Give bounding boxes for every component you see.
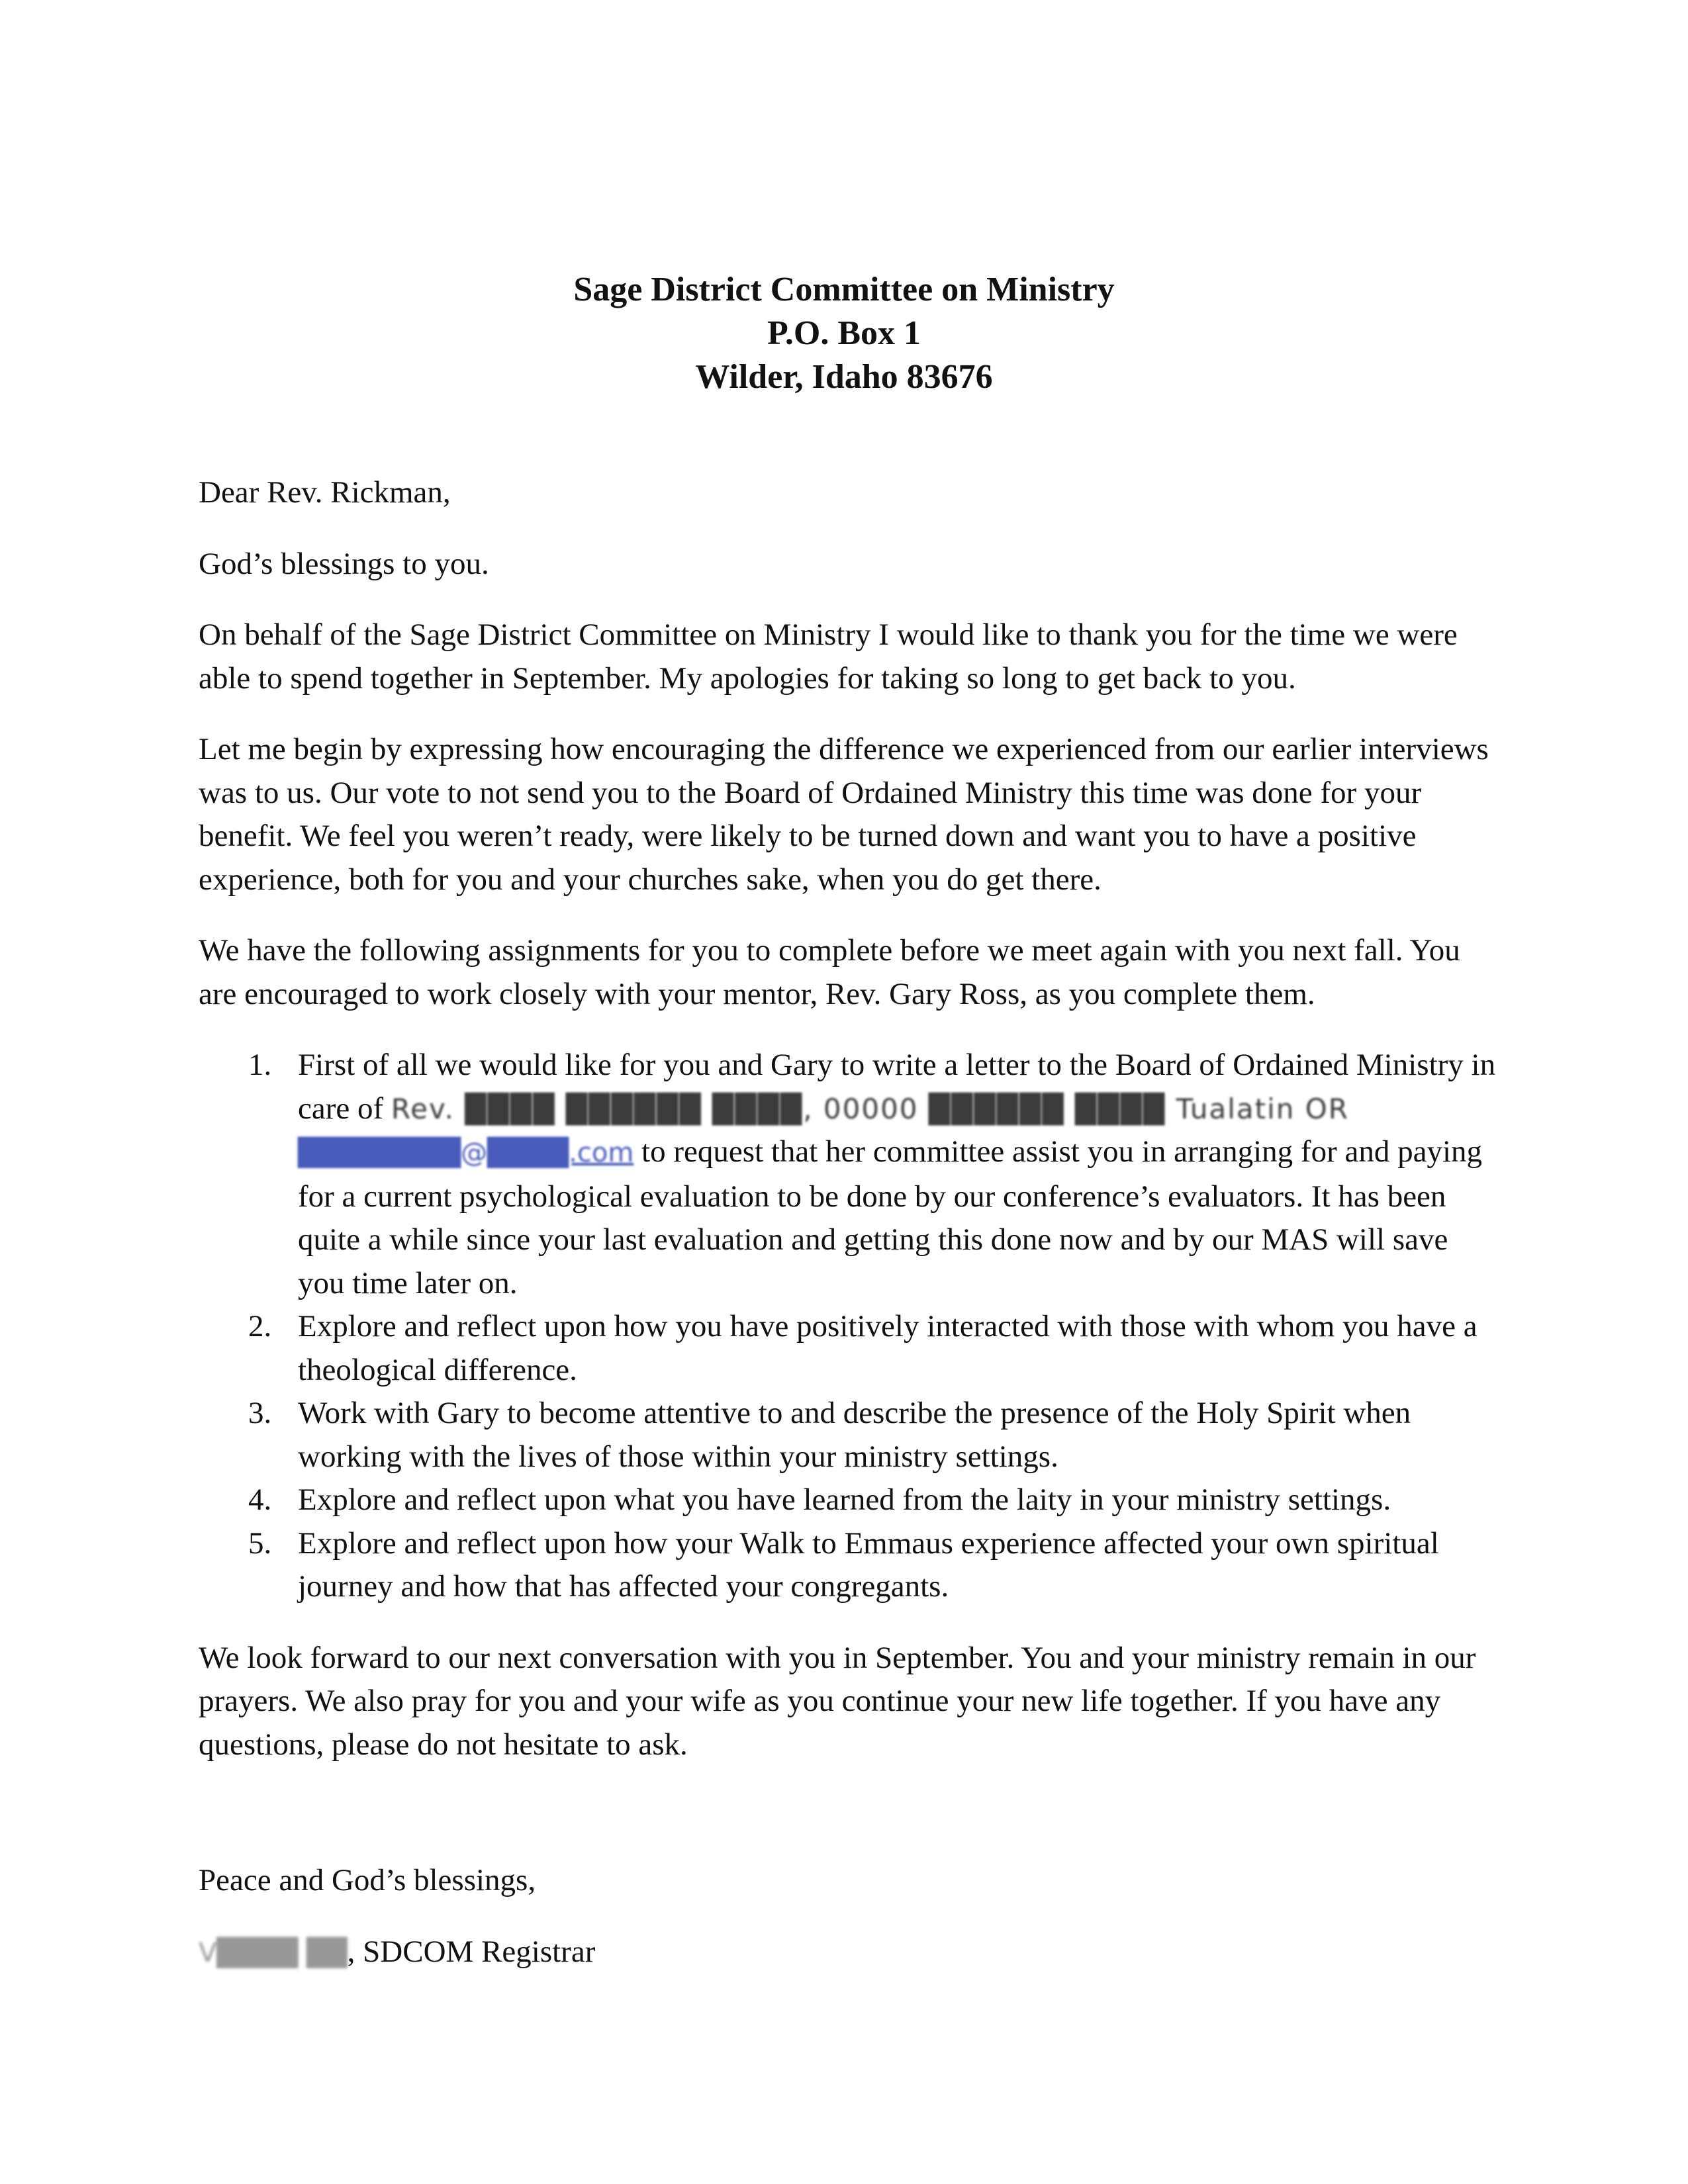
signature-title: , SDCOM Registrar xyxy=(347,1934,596,1969)
list-item-number: 4. xyxy=(248,1482,272,1517)
redacted-email-link[interactable]: ████████@████.com xyxy=(298,1138,634,1168)
list-item xyxy=(199,1479,1496,1522)
list-item-number: 5. xyxy=(248,1525,272,1561)
paragraph-vote: Let me begin by expressing how encouraging the difference we experienced from our earlier interviews was to us. Our vote to not send you to the Board of Ordained Ministry this time was done for your benefit. We feel you weren’t ready, were likely to be turned down and want you to have a positive experience, both for you and your churches sake, when you do get there. xyxy=(199,732,1489,897)
redacted-signature-name: V████ ██ xyxy=(199,1937,348,1968)
salutation: Dear Rev. Rickman, xyxy=(199,475,451,510)
list-item xyxy=(199,1392,1496,1479)
greeting: God’s blessings to you. xyxy=(199,546,489,581)
paragraph-thanks: On behalf of the Sage District Committee on Ministry I would like to thank you for the time we were able to spend together in September. My apologies for taking so long to get back to you. xyxy=(199,617,1458,696)
assignment-1-text-before: First of all we would like for you and Gary to write a letter to the Board of Ordained Ministry in care of xyxy=(298,1048,1496,1126)
list-item-number: 2. xyxy=(248,1309,272,1343)
paragraph-closing: We look forward to our next conversation with you in September. You and your ministry remain in our prayers. We also pray for you and your wife as you continue your new life together. If you have any questions, please do not hesitate to ask. xyxy=(199,1640,1476,1762)
list-item xyxy=(199,1305,1496,1392)
assignment-5-text: Explore and reflect upon how your Walk to Emmaus experience affected your own spiritual journey and how that has affected your congregants. xyxy=(298,1525,1439,1604)
assignment-1-text-after: to request that her committee assist you in arranging for and paying for a current psychological evaluation to be done by our conference’s evaluators. It has been quite a while since your last evaluation and getting this done now and by our MAS will save you time later on. xyxy=(298,1134,1483,1300)
list-item xyxy=(199,1044,1496,1305)
list-item-number: 1. xyxy=(248,1048,272,1082)
letterhead-city-state-zip: Wilder, Idaho 83676 xyxy=(695,358,993,396)
redacted-address: Rev. ████ ██████ ████, 00000 ██████ ████ Tualatin OR xyxy=(391,1092,1349,1125)
assignment-4-text: Explore and reflect upon what you have learned from the laity in your ministry settings. xyxy=(298,1482,1391,1517)
signoff: Peace and God’s blessings, xyxy=(199,1863,536,1897)
signature-line xyxy=(199,1931,1496,1976)
letterhead-organization: Sage District Committee on Ministry xyxy=(573,271,1115,308)
list-item xyxy=(199,1522,1496,1609)
list-item-number: 3. xyxy=(248,1396,272,1430)
letterhead xyxy=(0,268,1688,399)
assignment-list xyxy=(199,1044,1496,1609)
letterhead-po-box: P.O. Box 1 xyxy=(767,314,921,352)
letter-body xyxy=(199,471,1496,2003)
assignment-3-text: Work with Gary to become attentive to and describe the presence of the Holy Spirit when working with the lives of those within your ministry settings. xyxy=(298,1396,1411,1474)
paragraph-assignments-intro: We have the following assignments for you to complete before we meet again with you next fall. You are encouraged to work closely with your mentor, Rev. Gary Ross, as you complete them. xyxy=(199,933,1460,1011)
assignment-2-text: Explore and reflect upon how you have positively interacted with those with whom you have a theological difference. xyxy=(298,1309,1477,1387)
